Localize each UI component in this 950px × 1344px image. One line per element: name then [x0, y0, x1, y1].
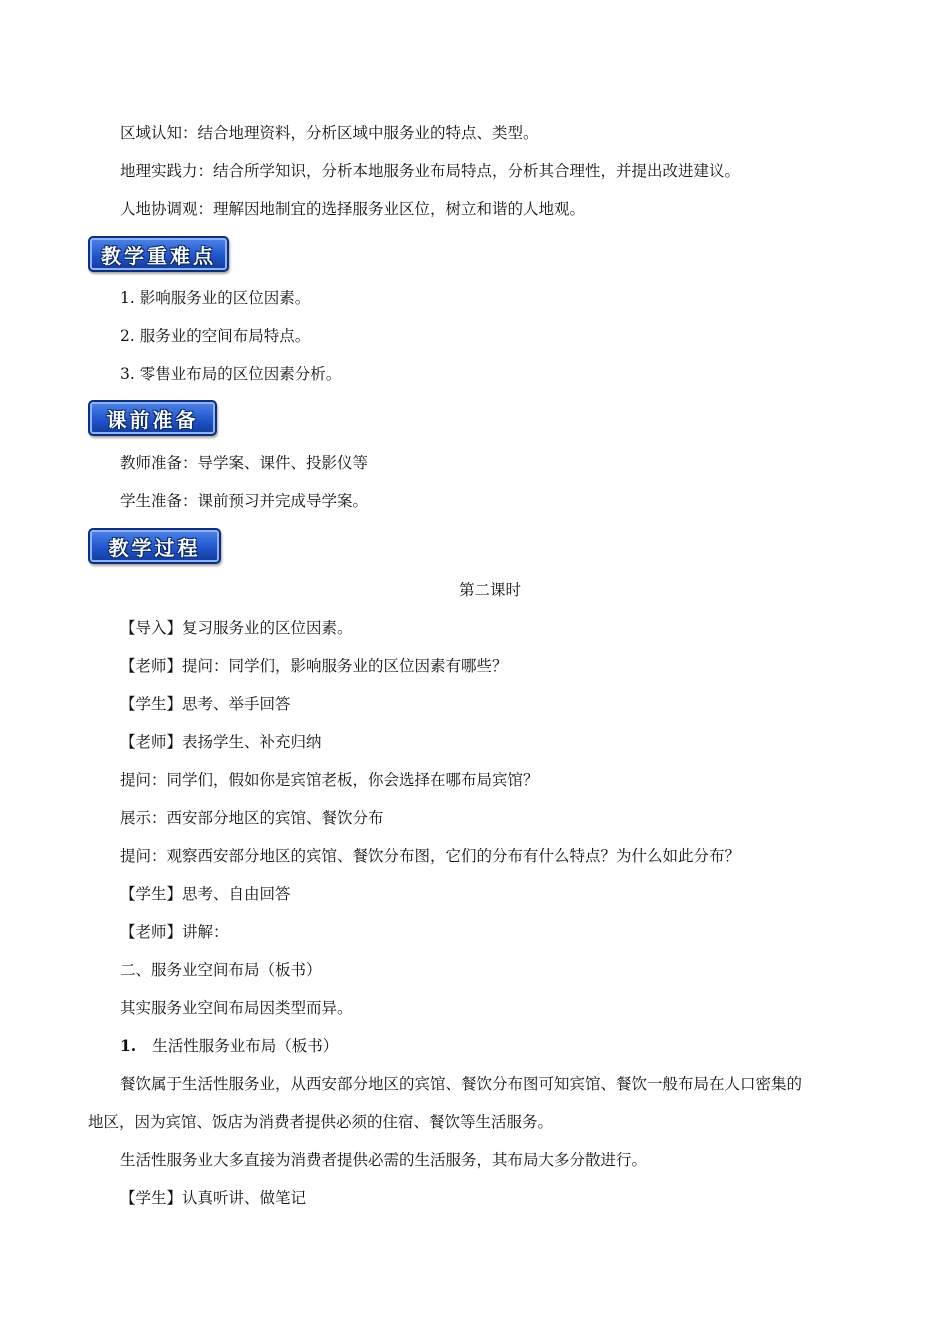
banner-process [88, 528, 221, 564]
section-title: 生活性服务业布局（板书） [152, 1037, 339, 1055]
process-line: 二、服务业空间布局（板书） [120, 961, 322, 979]
objective-human-land: 人地协调观：理解因地制宜的选择服务业区位，树立和谐的人地观。 [120, 200, 586, 218]
paragraph-1-line-1: 餐饮属于生活性服务业，从西安部分地区的宾馆、餐饮分布图可知宾馆、餐饮一般布局在人口密集的 [120, 1075, 803, 1093]
banner-key-points [88, 236, 229, 272]
objective-regional-cognition: 区域认知：结合地理资料，分析区域中服务业的特点、类型。 [120, 124, 539, 142]
key-point-1: 1. 影响服务业的区位因素。 [120, 289, 311, 307]
closing-line: 【学生】认真听讲、做笔记 [120, 1189, 307, 1207]
paragraph-1-line-2: 地区，因为宾馆、饭店为消费者提供必须的住宿、餐饮等生活服务。 [88, 1113, 554, 1131]
section-number: 1. [120, 1036, 137, 1055]
banner-key-points-label: 教学重难点 [101, 243, 216, 268]
process-line: 【导入】复习服务业的区位因素。 [120, 619, 353, 637]
prep-teacher: 教师准备：导学案、课件、投影仪等 [120, 454, 369, 472]
process-line: 提问：观察西安部分地区的宾馆、餐饮分布图，它们的分布有什么特点？为什么如此分布？ [120, 847, 741, 865]
process-line: 【老师】讲解： [120, 923, 229, 941]
process-line: 展示：西安部分地区的宾馆、餐饮分布 [120, 809, 384, 827]
process-line: 【老师】表扬学生、补充归纳 [120, 733, 322, 751]
paragraph-2: 生活性服务业大多直接为消费者提供必需的生活服务，其布局大多分散进行。 [120, 1151, 648, 1169]
key-point-2: 2. 服务业的空间布局特点。 [120, 327, 311, 345]
process-line: 【学生】思考、举手回答 [120, 695, 291, 713]
key-point-3: 3. 零售业布局的区位因素分析。 [120, 365, 342, 383]
prep-student: 学生准备：课前预习并完成导学案。 [120, 492, 369, 510]
objective-geo-practice: 地理实践力：结合所学知识，分析本地服务业布局特点，分析其合理性，并提出改进建议。 [120, 162, 741, 180]
process-line: 提问：同学们，假如你是宾馆老板，你会选择在哪布局宾馆？ [120, 771, 539, 789]
process-line: 【老师】提问：同学们，影响服务业的区位因素有哪些？ [120, 657, 508, 675]
banner-preparation-label: 课前准备 [106, 407, 199, 432]
banner-process-label: 教学过程 [108, 535, 201, 560]
section-heading [120, 1036, 338, 1056]
process-line: 【学生】思考、自由回答 [120, 885, 291, 903]
process-line: 其实服务业空间布局因类型而异。 [120, 999, 353, 1017]
banner-preparation [88, 400, 217, 436]
lesson-title: 第二课时 [458, 581, 521, 599]
